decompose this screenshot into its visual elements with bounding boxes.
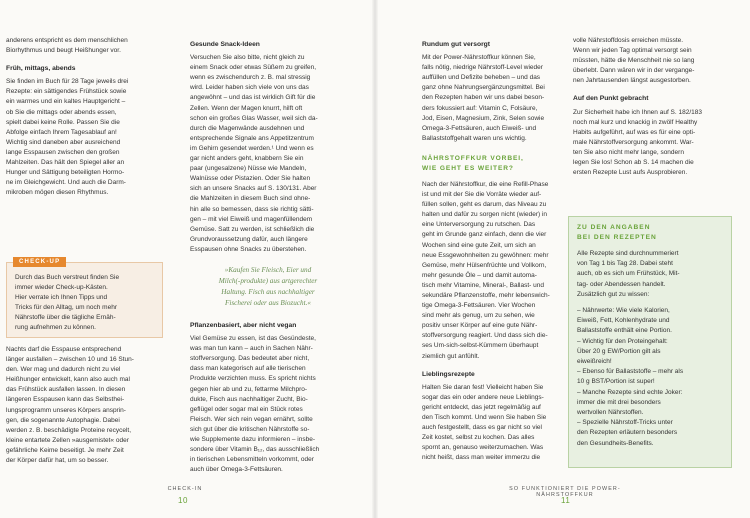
info-box-list [577,306,723,449]
right-column-2 [573,36,729,185]
body-paragraph: volle Nährstoffdosis erreichen müsste. Wenn wir jeden Tag optimal versorgt sein müssten, hätte die Menschheit nie so lang überlebt. Dann wären wir in der vergange- nen Jahrtausenden längst ausgestorben. [573,37,695,85]
body-paragraph: Nach der Nährstoffkur, die eine Refill-Phase ist und mit der Sie die Vorräte wieder auf- füllen sollen, geht es darum, das Niveau zu halten und dafür zu sorgen nicht (wieder) in eine Unterversorgung zu rutschen. Das geht im Grunde ganz einfach, denn die vier Wochen sind eine gute Zeit, um sich an neue Essgewohnheiten zu gewöhnen: mehr Gemüse, mehr Hülsenfrüchte und Vollkorn, mehr gesunde Öle – und damit automa- tisch mehr Vitamine, Mineral-, Ballast- und sekundäre Pflanzenstoffe, mehr lebenswich- tige Omega-3-Fettsäuren. Vier Wochen sind mehr als genug, um zu sehen, wie positiv unser Körper auf eine gute Nähr- stoffversorgung reagiert. Und dass sich die- ses Um-sich-selbst-Kümmern überhaupt ziemlich gut anfühlt. [422,180,550,360]
page-number: 11 [561,496,571,505]
book-fold [372,0,378,518]
check-up-text: Durch das Buch verstreut finden Sie immer wieder Check-up-Kästen. Hier verrate ich Ihnen Tipps und Tricks für den Alltag, um noch mehr Nährstoffe über die tägliche Ernäh- rung aufnehmen zu können. [15,274,120,331]
section-heading: Lieblingsrezepte [422,370,475,378]
body-paragraph: Halten Sie daran fest! Vielleicht haben Sie sogar das ein oder andere neue Lieblings- gericht entdeckt, das jetzt regelmäßig auf den Tisch kommt. Und wenn Sie haben Sie auch festgestellt, dass es gar nicht so viel Zeit kostet, selbst zu kochen. Das alles spornt an, genauso weiterzumachen. Was nicht heißt, dass man weiter immerzu die [422,383,547,462]
list-item: – Spezielle Nährstoff-Tricks unter den Rezepten erläutern besonders den Gesundheits-Benefits. [577,419,678,447]
section-heading: Pflanzenbasiert, aber nicht vegan [190,321,297,329]
section-heading: Früh, mittags, abends [6,65,76,73]
body-paragraph: Mit der Power-Nährstoffkur können Sie, falls nötig, niedrige Nährstoff-Level wieder auffüllen und Defizite beheben – und das ganz ohne Nahrungsergänzungsmittel. Bei den Rezepten haben wir uns dabei beson- ders fokussiert auf: Vitamin C, Folsäure, Jod, Eisen, Magnesium, Zink, Selen sowie Omega-3-Fettsäuren, auch Eiweiß- und Ballaststoffgehalt waren uns wichtig. [422,54,545,142]
right-column-1 [422,36,578,470]
left-column-1 [6,36,162,205]
green-subheading: NÄHRSTOFFKUR VORBEI, WIE GEHT ES WEITER? [422,154,524,172]
body-paragraph: Nachts darf die Esspause entsprechend länger ausfallen – zwischen 10 und 16 Stun- den. Wer mag und dadurch nicht zu viel Heißhunger entwickelt, kann also auch mal das Frühstück ausfallen lassen. In diesen längeren Esspausen kann das Selbsthei- lungsprogramm unseres Körpers ansprin- gen, die sogenannte Autophagie. Dabei werden z. B. beschädigte Proteine recycelt, kleine entartete Zellen »ausgemistet« oder gefährliche Keime beseitigt. Je mehr Zeit der Körper dafür hat, um so besser. [6,346,134,465]
left-column-2 [190,36,346,482]
recipe-info-box [568,216,732,468]
pull-quote: »Kaufen Sie Fleisch, Eier und Milch(-produkte) aus artgerechter Haltung. Fisch aus nachhaltiger Fischerei oder aus Biozucht.« [218,265,318,307]
intro-paragraph: anderens entspricht es dem menschlichen Biorhythmus und beugt Heißhunger vor. [6,37,128,55]
check-up-tag: CHECK-UP [13,257,66,267]
section-heading: Rundum gut versorgt [422,41,490,48]
page-number: 10 [178,496,188,505]
body-paragraph: Viel Gemüse zu essen, ist das Gesündeste, was man tun kann – auch in Sachen Nähr- stoffversorgung. Das bedeutet aber nicht, dass man kategorisch auf alle tierischen Produkte verzichten muss. Es spricht nichts gegen hier ab und zu, fettarme Milchpro- dukte, Fisch aus nachhaltiger Zucht, Bio- geflügel oder sogar mal ein Stück rotes Fleisch. Wer sich rein vegan ernährt, sollte sich gut über die kritischen Nährstoffe so- wie Supplemente dazu informieren – insbe- sondere über Vitamin B₁₂, das ausschließlich in tierischen Lebensmitteln vorkommt, oder auch über Omega-3-Fettsäuren. [190,335,320,474]
section-heading: Gesunde Snack-Ideen [190,41,260,48]
check-up-box [6,259,163,338]
right-page [375,0,750,518]
info-box-heading: ZU DEN ANGABEN BEI DEN REZEPTEN [577,224,657,241]
info-box-intro: Alle Rezepte sind durchnummeriert von Tag 1 bis Tag 28. Dabei steht auch, ob es sich um Frühstück, Mit- tag- oder Abendessen handelt. Zusätzlich gut zu wissen: [577,250,680,298]
list-item: – Ebenso für Ballaststoffe – mehr als 10 g BST/Portion ist super! [577,368,684,386]
list-item: – Manche Rezepte sind echte Joker: immer die mit drei besonders wertvollen Nährstoffen. [577,388,683,417]
list-item: – Nährwerte: Wie viele Kalorien, Eiweiß, Fett, Kohlenhydrate und Ballaststoffe enthält eine Portion. [577,307,672,335]
footer-label: CHECK-IN [167,486,203,492]
body-paragraph: Zur Sicherheit habe ich Ihnen auf S. 182/183 noch mal kurz und knackig in zwölf Healthy Habits aufgeführt, auf was es für eine opti- male Nährstoffversorgung ankommt. War- ten Sie also nicht mehr lange, sondern legen Sie los! Schon ab S. 14 machen die ersten Rezepte Lust aufs Ausprobieren. [573,108,703,177]
left-column-1-bottom [6,345,162,473]
body-paragraph: Versuchen Sie also bitte, nicht gleich zu einem Snack oder etwas Süßem zu greifen, wenn es zwischendurch z. B. mal stressig wird. Leider haben sich viele von uns das angewöhnt – und das ist wirklich Gift für die Zellen. Wenn der Magen knurrt, hilft oft schon ein großes Glas Wasser, weil sich da- durch die Magenwände ausdehnen und entsprechende Signale ans Appetitzentrum im Gehirn gesendet werden.¹ Und wenn es gar nicht anders geht, knabbern Sie ein paar (ungesalzene) Nüsse wie Mandeln, Walnüsse oder Pistazien. Oder Sie halten sich an unsere Snacks auf S. 130/131. Aber die Mahlzeiten in diesem Buch sind ohne- hin alle so bemessen, dass sie richtig sätti- gen – mit viel Eiweiß und magenfüllendem Gemüse. Satt zu werden, ist schließlich die Grundvoraussetzung dafür, auch längere Esspausen ohne Snacks zu überstehen. [190,54,318,253]
body-paragraph: Sie finden im Buch für 28 Tage jeweils drei Rezepte: ein sättigendes Frühstück sowie ein warmes und ein kaltes Hauptgericht – ob Sie die mittags oder abends essen, spielt dabei keine Rolle. Passen Sie die Abfolge einfach Ihrem Tagesablauf an! Wichtig sind daneben aber ausreichend lange Esspausen zwischen den großen Mahlzeiten. Das hält den Spiegel aller an Hunger und Sättigung beteiligten Hormo- ne im Gleichgewicht. Und auch die Darm- mikroben mögen diesen Rhythmus. [6,78,129,197]
section-heading: Auf den Punkt gebracht [573,95,649,103]
list-item: – Wichtig für den Proteingehalt: Über 20 g EW/Portion gilt als eiweißreich! [577,337,668,366]
footer-label: SO FUNKTIONIERT DIE POWER-NÄHRSTOFFKUR [509,486,621,498]
